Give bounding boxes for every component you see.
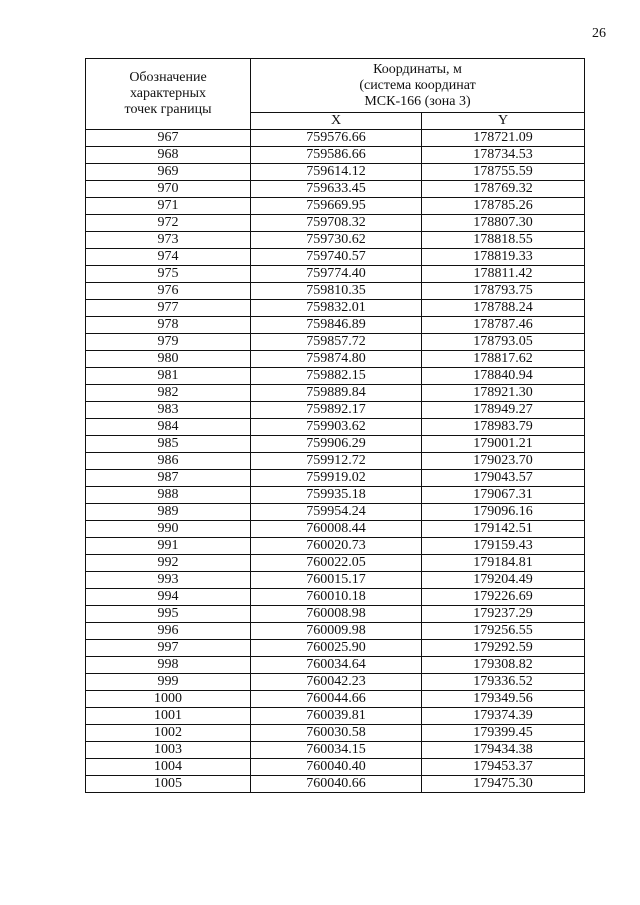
cell-point-id: 1000 (86, 691, 251, 708)
cell-y: 179184.81 (422, 555, 585, 572)
cell-y: 179453.37 (422, 759, 585, 776)
cell-y: 178785.26 (422, 198, 585, 215)
table-row (86, 640, 585, 657)
cell-x: 759740.57 (251, 249, 422, 266)
cell-point-id: 1001 (86, 708, 251, 725)
cell-x: 760034.15 (251, 742, 422, 759)
cell-x: 759810.35 (251, 283, 422, 300)
cell-point-id: 992 (86, 555, 251, 572)
cell-y: 179142.51 (422, 521, 585, 538)
cell-x: 760022.05 (251, 555, 422, 572)
table-row (86, 470, 585, 487)
cell-point-id: 970 (86, 181, 251, 198)
cell-x: 760044.66 (251, 691, 422, 708)
cell-y: 179336.52 (422, 674, 585, 691)
cell-point-id: 986 (86, 453, 251, 470)
table-row (86, 317, 585, 334)
cell-point-id: 987 (86, 470, 251, 487)
table-row (86, 368, 585, 385)
cell-point-id: 996 (86, 623, 251, 640)
cell-x: 759954.24 (251, 504, 422, 521)
cell-point-id: 993 (86, 572, 251, 589)
table-row (86, 283, 585, 300)
cell-point-id: 980 (86, 351, 251, 368)
cell-point-id: 1005 (86, 776, 251, 793)
cell-x: 760040.66 (251, 776, 422, 793)
table-row (86, 691, 585, 708)
cell-point-id: 981 (86, 368, 251, 385)
cell-x: 760015.17 (251, 572, 422, 589)
cell-y: 178793.75 (422, 283, 585, 300)
cell-x: 759586.66 (251, 147, 422, 164)
cell-y: 179256.55 (422, 623, 585, 640)
table-row (86, 708, 585, 725)
table-row (86, 657, 585, 674)
cell-point-id: 988 (86, 487, 251, 504)
cell-x: 760010.18 (251, 589, 422, 606)
table-row (86, 351, 585, 368)
cell-x: 759846.89 (251, 317, 422, 334)
cell-point-id: 977 (86, 300, 251, 317)
cell-point-id: 973 (86, 232, 251, 249)
cell-point-id: 999 (86, 674, 251, 691)
cell-y: 179023.70 (422, 453, 585, 470)
cell-point-id: 975 (86, 266, 251, 283)
cell-y: 179237.29 (422, 606, 585, 623)
table-row (86, 555, 585, 572)
cell-x: 760020.73 (251, 538, 422, 555)
cell-point-id: 1004 (86, 759, 251, 776)
cell-y: 179001.21 (422, 436, 585, 453)
table-row (86, 130, 585, 147)
cell-x: 760025.90 (251, 640, 422, 657)
cell-y: 179067.31 (422, 487, 585, 504)
cell-point-id: 976 (86, 283, 251, 300)
table-row (86, 538, 585, 555)
cell-y: 178787.46 (422, 317, 585, 334)
cell-x: 759730.62 (251, 232, 422, 249)
cell-x: 759906.29 (251, 436, 422, 453)
cell-y: 178921.30 (422, 385, 585, 402)
cell-x: 759889.84 (251, 385, 422, 402)
cell-y: 179475.30 (422, 776, 585, 793)
cell-point-id: 994 (86, 589, 251, 606)
table-row (86, 453, 585, 470)
header-point-label-line: характерных (129, 86, 207, 101)
cell-x: 759935.18 (251, 487, 422, 504)
cell-y: 178949.27 (422, 402, 585, 419)
cell-y: 178817.62 (422, 351, 585, 368)
cell-x: 759882.15 (251, 368, 422, 385)
cell-point-id: 990 (86, 521, 251, 538)
cell-point-id: 984 (86, 419, 251, 436)
cell-y: 179096.16 (422, 504, 585, 521)
table-row (86, 776, 585, 793)
table-row (86, 147, 585, 164)
cell-y: 178788.24 (422, 300, 585, 317)
table-row (86, 181, 585, 198)
header-point-label-line: Обозначение (129, 70, 207, 85)
table-row (86, 266, 585, 283)
cell-x: 759669.95 (251, 198, 422, 215)
cell-x: 759874.80 (251, 351, 422, 368)
cell-point-id: 989 (86, 504, 251, 521)
cell-y: 178983.79 (422, 419, 585, 436)
cell-x: 759919.02 (251, 470, 422, 487)
table-row (86, 164, 585, 181)
cell-point-id: 971 (86, 198, 251, 215)
cell-point-id: 998 (86, 657, 251, 674)
cell-point-id: 974 (86, 249, 251, 266)
cell-point-id: 995 (86, 606, 251, 623)
cell-x: 760008.44 (251, 521, 422, 538)
header-point-label-line: точек границы (124, 102, 212, 117)
table-row (86, 725, 585, 742)
header-coordinates-line: (система координат (359, 77, 476, 93)
table-row (86, 300, 585, 317)
cell-y: 179399.45 (422, 725, 585, 742)
cell-x: 759857.72 (251, 334, 422, 351)
cell-y: 179374.39 (422, 708, 585, 725)
cell-x: 760034.64 (251, 657, 422, 674)
cell-y: 178755.59 (422, 164, 585, 181)
cell-point-id: 978 (86, 317, 251, 334)
cell-x: 759903.62 (251, 419, 422, 436)
cell-point-id: 983 (86, 402, 251, 419)
cell-point-id: 967 (86, 130, 251, 147)
cell-y: 178769.32 (422, 181, 585, 198)
cell-point-id: 1002 (86, 725, 251, 742)
table-row (86, 623, 585, 640)
coordinates-table (85, 58, 585, 793)
cell-x: 760009.98 (251, 623, 422, 640)
cell-y: 179308.82 (422, 657, 585, 674)
cell-point-id: 968 (86, 147, 251, 164)
table-row (86, 674, 585, 691)
cell-y: 179349.56 (422, 691, 585, 708)
cell-x: 759576.66 (251, 130, 422, 147)
table-row (86, 419, 585, 436)
cell-y: 179226.69 (422, 589, 585, 606)
cell-y: 178819.33 (422, 249, 585, 266)
cell-point-id: 972 (86, 215, 251, 232)
table-row (86, 232, 585, 249)
cell-y: 178793.05 (422, 334, 585, 351)
header-coordinates (251, 59, 585, 113)
table-row (86, 402, 585, 419)
cell-y: 178807.30 (422, 215, 585, 232)
table-row (86, 589, 585, 606)
cell-y: 178840.94 (422, 368, 585, 385)
cell-x: 760039.81 (251, 708, 422, 725)
cell-x: 759912.72 (251, 453, 422, 470)
table-row (86, 198, 585, 215)
table-row (86, 249, 585, 266)
cell-point-id: 991 (86, 538, 251, 555)
cell-x: 760040.40 (251, 759, 422, 776)
table-body (86, 130, 585, 793)
cell-x: 759633.45 (251, 181, 422, 198)
table-row (86, 215, 585, 232)
table-row (86, 385, 585, 402)
cell-y: 179043.57 (422, 470, 585, 487)
cell-point-id: 997 (86, 640, 251, 657)
table-row (86, 606, 585, 623)
cell-y: 179434.38 (422, 742, 585, 759)
cell-point-id: 979 (86, 334, 251, 351)
cell-y: 178811.42 (422, 266, 585, 283)
cell-x: 760042.23 (251, 674, 422, 691)
table-row (86, 759, 585, 776)
cell-y: 179204.49 (422, 572, 585, 589)
table-row (86, 487, 585, 504)
cell-point-id: 985 (86, 436, 251, 453)
header-y: Y (422, 113, 585, 130)
cell-point-id: 1003 (86, 742, 251, 759)
header-coordinates-line: Координаты, м (373, 61, 462, 77)
table-row (86, 436, 585, 453)
table-row (86, 521, 585, 538)
cell-y: 178721.09 (422, 130, 585, 147)
header-point-label (86, 59, 251, 130)
cell-y: 179159.43 (422, 538, 585, 555)
table-row (86, 742, 585, 759)
cell-x: 759614.12 (251, 164, 422, 181)
cell-x: 760030.58 (251, 725, 422, 742)
header-x: X (251, 113, 422, 130)
cell-x: 760008.98 (251, 606, 422, 623)
cell-x: 759832.01 (251, 300, 422, 317)
table-row (86, 334, 585, 351)
table-row (86, 504, 585, 521)
cell-x: 759708.32 (251, 215, 422, 232)
cell-x: 759774.40 (251, 266, 422, 283)
cell-y: 178734.53 (422, 147, 585, 164)
page-number: 26 (592, 26, 606, 41)
cell-y: 178818.55 (422, 232, 585, 249)
cell-point-id: 982 (86, 385, 251, 402)
cell-x: 759892.17 (251, 402, 422, 419)
header-coordinates-line: МСК-166 (зона 3) (364, 93, 471, 109)
table-row (86, 572, 585, 589)
cell-y: 179292.59 (422, 640, 585, 657)
cell-point-id: 969 (86, 164, 251, 181)
